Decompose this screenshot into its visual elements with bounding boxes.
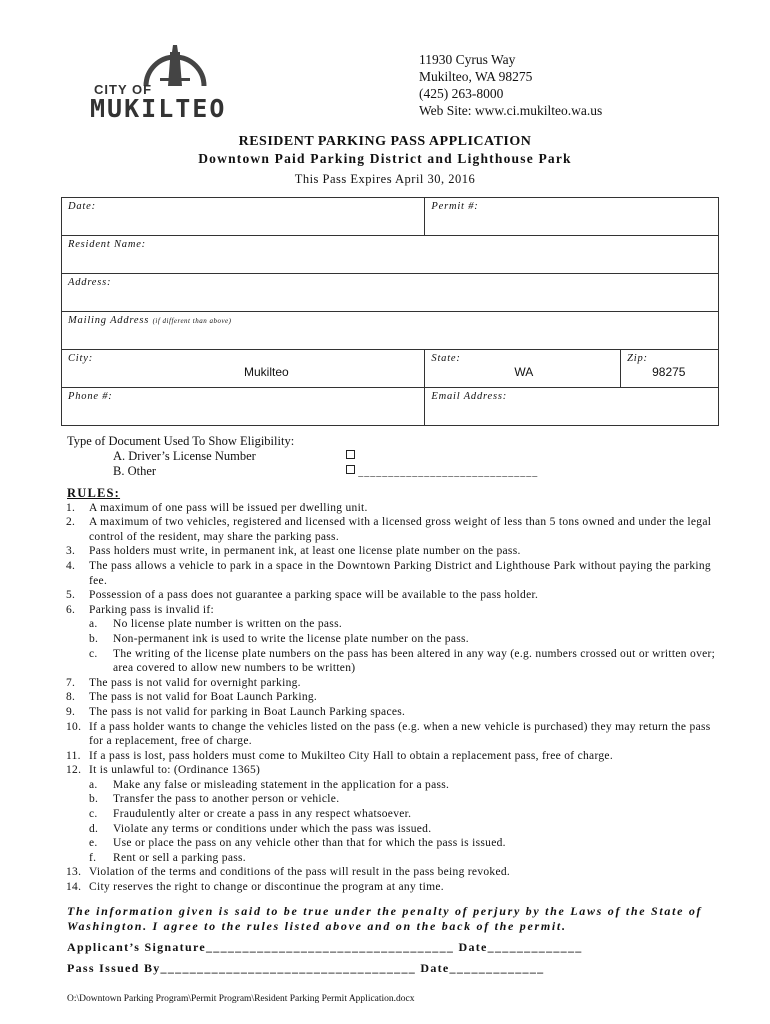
rule-text: The pass is not valid for parking in Boat Launch Parking spaces.	[89, 705, 406, 718]
rules-list	[67, 501, 727, 895]
resident-name-label: Resident Name:	[68, 239, 146, 250]
document-option-b	[67, 464, 538, 480]
rule-number: b.	[89, 793, 99, 806]
rule-number: d.	[89, 822, 99, 835]
phone-label: Phone #:	[68, 391, 113, 402]
state-value: WA	[514, 365, 534, 379]
date-field[interactable]	[62, 198, 425, 236]
other-document-line[interactable]: ______________________________	[358, 467, 539, 478]
zip-value: 98275	[652, 365, 686, 379]
rule-number: a.	[89, 778, 98, 791]
resident-name-field[interactable]	[62, 236, 719, 274]
document-type-section	[67, 434, 538, 480]
rule-item	[67, 690, 727, 705]
logo-city-name: MUKILTEO	[90, 94, 227, 123]
mailing-address-field[interactable]	[62, 312, 719, 350]
rule-item	[67, 720, 727, 749]
rule-number: 4.	[66, 559, 76, 572]
rule-text: A maximum of one pass will be issued per dwelling unit.	[89, 501, 368, 514]
rules-heading: RULES:	[67, 486, 121, 500]
rule-number: 9.	[66, 705, 76, 718]
rule-item	[67, 749, 727, 764]
contact-city-line: Mukilteo, WA 98275	[419, 69, 533, 84]
rule-number: 8.	[66, 691, 76, 704]
rule-text: The pass is not valid for Boat Launch Parking.	[89, 691, 318, 704]
rule-text: A maximum of two vehicles, registered and licensed with a licensed gross weight of less than 5 tons owned and under the legal control of the resident, may share the parking pass.	[89, 516, 712, 543]
rule-item	[67, 763, 727, 778]
rule-text: Possession of a pass does not guarantee a parking space will be available to the pass holder.	[89, 589, 539, 602]
page-subtitle: Downtown Paid Parking District and Lighthouse Park	[198, 151, 572, 166]
contact-phone: (425) 263-8000	[419, 86, 504, 101]
rule-number: 3.	[66, 545, 76, 558]
address-field[interactable]	[62, 274, 719, 312]
rules-section	[67, 486, 727, 895]
contact-block	[419, 51, 602, 119]
pass-issued-by-line[interactable]: Pass Issued By___________________________________ Date_____________	[67, 961, 545, 975]
rule-text: No license plate number is written on the pass.	[113, 618, 343, 631]
rule-text: Transfer the pass to another person or vehicle.	[113, 793, 340, 806]
document-type-heading: Type of Document Used To Show Eligibility:	[67, 434, 295, 448]
rule-item	[67, 880, 727, 895]
rule-text: It is unlawful to: (Ordinance 1365)	[89, 764, 261, 777]
rule-text: Pass holders must write, in permanent ink, at least one license plate number on the pass.	[89, 545, 521, 558]
city-label: City:	[68, 353, 93, 364]
rule-item	[67, 705, 727, 720]
rule-item	[67, 865, 727, 880]
perjury-statement: The information given is said to be true under the penalty of perjury by the Laws of the State of Washington. I agree to the rules listed above and on the back of the permit.	[67, 904, 703, 933]
state-label: State:	[431, 353, 461, 364]
rule-number: 11.	[66, 749, 81, 762]
city-field[interactable]	[62, 350, 425, 388]
logo-city-of: CITY OF	[94, 82, 153, 97]
rule-item	[67, 501, 727, 516]
rule-item	[67, 559, 727, 588]
rule-text: Violation of the terms and conditions of the pass will result in the pass being revoked.	[89, 866, 511, 879]
document-option-a	[67, 449, 538, 464]
rule-number: 13.	[66, 866, 82, 879]
file-path-footer: O:\Downtown Parking Program\Permit Program\Resident Parking Permit Application.docx	[67, 994, 415, 1004]
rule-item	[67, 676, 727, 691]
rule-text: City reserves the right to change or discontinue the program at any time.	[89, 881, 444, 894]
mailing-address-label: Mailing Address	[68, 315, 150, 326]
rule-text: Non-permanent ink is used to write the license plate number on the pass.	[113, 632, 469, 645]
rule-number: c.	[89, 808, 98, 821]
rule-text: Use or place the pass on any vehicle other than that for which the pass is issued.	[113, 837, 506, 850]
rule-subitem	[67, 617, 727, 632]
rule-number: c.	[89, 647, 98, 660]
state-field[interactable]	[425, 350, 621, 388]
rule-item	[67, 515, 727, 544]
rule-number: 14.	[66, 881, 82, 894]
rule-subitem	[67, 836, 727, 851]
contact-website: Web Site: www.ci.mukilteo.wa.us	[419, 103, 603, 118]
rule-item	[67, 588, 727, 603]
rule-subitem	[67, 778, 727, 793]
mailing-address-note: (if different than above)	[152, 317, 232, 325]
rule-item	[67, 544, 727, 559]
option-b-checkbox[interactable]	[346, 465, 355, 474]
zip-field[interactable]	[621, 350, 719, 388]
rule-number: 12.	[66, 764, 82, 777]
rule-text: Fraudulently alter or create a pass in any respect whatsoever.	[113, 808, 412, 821]
city-logo	[88, 38, 258, 123]
rule-number: 1.	[66, 501, 76, 514]
rule-number: 2.	[66, 516, 76, 529]
rule-subitem	[67, 807, 727, 822]
option-a-label: A. Driver’s License Number	[113, 449, 256, 463]
permit-field[interactable]	[425, 198, 719, 236]
rule-text: Rent or sell a parking pass.	[113, 851, 246, 864]
option-a-checkbox[interactable]	[346, 450, 355, 459]
rule-text: Parking pass is invalid if:	[89, 603, 215, 616]
option-b-label: B. Other	[113, 464, 157, 478]
city-value: Mukilteo	[244, 365, 289, 379]
rule-subitem	[67, 851, 727, 866]
phone-field[interactable]	[62, 388, 425, 426]
rule-text: The writing of the license plate numbers on the pass has been altered in any way (e.g. numbers crossed out or written over; area covered to allow new numbers to be written)	[113, 647, 716, 675]
rule-number: e.	[89, 837, 98, 850]
email-field[interactable]	[425, 388, 719, 426]
email-label: Email Address:	[431, 391, 508, 402]
rule-item	[67, 603, 727, 618]
applicant-signature-line[interactable]: Applicant’s Signature__________________________________ Date_____________	[67, 940, 583, 954]
address-label: Address:	[68, 277, 112, 288]
rule-subitem	[67, 632, 727, 647]
rule-number: 6.	[66, 603, 76, 616]
rule-number: 7.	[66, 676, 76, 689]
rule-text: If a pass is lost, pass holders must come to Mukilteo City Hall to obtain a replacement pass, free of charge.	[89, 749, 613, 762]
rule-text: The pass allows a vehicle to park in a space in the Downtown Parking District and Lighthouse Park without paying the parking fee.	[89, 559, 711, 587]
expiration-note: This Pass Expires April 30, 2016	[294, 172, 476, 186]
rule-text: Violate any terms or conditions under which the pass was issued.	[113, 822, 432, 835]
rule-subitem	[67, 792, 727, 807]
date-label: Date:	[68, 201, 96, 212]
rule-text: The pass is not valid for overnight parking.	[89, 676, 301, 689]
rule-number: 5.	[66, 589, 76, 602]
zip-label: Zip:	[627, 353, 648, 364]
rule-text: If a pass holder wants to change the vehicles listed on the pass (e.g. when a new vehicle is purchased) they may return the pass for a replacement, free of charge.	[89, 720, 711, 748]
application-form	[61, 197, 719, 426]
page-title: RESIDENT PARKING PASS APPLICATION	[238, 134, 532, 149]
rule-number: 10.	[66, 720, 82, 733]
rule-subitem	[67, 822, 727, 837]
lighthouse-emblem-icon	[140, 38, 210, 88]
rule-number: b.	[89, 632, 99, 645]
rule-number: f.	[89, 851, 97, 864]
rule-number: a.	[89, 618, 98, 631]
rule-text: Make any false or misleading statement in the application for a pass.	[113, 778, 450, 791]
permit-label: Permit #:	[431, 201, 479, 212]
contact-street: 11930 Cyrus Way	[419, 52, 516, 67]
rule-subitem	[67, 647, 727, 676]
